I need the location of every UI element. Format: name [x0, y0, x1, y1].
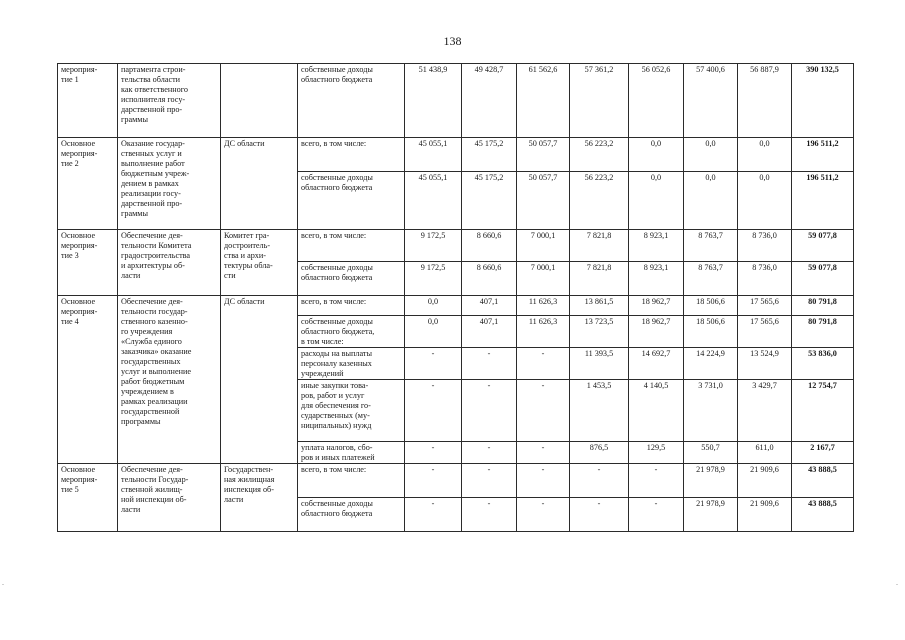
year-value-cell: 21 909,6 [738, 498, 792, 532]
description-cell: Обеспечение дея- тельности Государ- ственной жилищ- ной инспекции об- ласти [118, 464, 221, 532]
event-cell: Основное мероприя- тие 3 [58, 230, 118, 296]
year-value-cell: 0,0 [684, 138, 738, 172]
table-row [58, 296, 854, 316]
year-value-cell: 7 000,1 [517, 230, 570, 262]
year-value-cell: 45 055,1 [405, 138, 462, 172]
total-value-cell: 2 167,7 [792, 442, 854, 464]
year-value-cell: 11 626,3 [517, 316, 570, 348]
description-cell: Обеспечение дея- тельности государ- ственного казенно- го учреждения «Служба единого заказчика» оказание государственных услуг и выполнение работ бюджетным учреждением в рамках реализации государственной программы [118, 296, 221, 464]
total-value-cell: 80 791,8 [792, 316, 854, 348]
funding-source-cell: собственные доходы областного бюджета [298, 172, 405, 230]
year-value-cell: 0,0 [684, 172, 738, 230]
year-value-cell: 13 723,5 [570, 316, 629, 348]
total-value-cell: 43 888,5 [792, 498, 854, 532]
scan-edge-mark: . [896, 578, 898, 587]
executor-cell: ДС области [221, 138, 298, 230]
funding-source-cell: всего, в том числе: [298, 230, 405, 262]
total-value-cell: 196 511,2 [792, 172, 854, 230]
year-value-cell: 129,5 [629, 442, 684, 464]
year-value-cell: 611,0 [738, 442, 792, 464]
year-value-cell: 0,0 [629, 138, 684, 172]
page-number: 138 [443, 34, 462, 48]
executor-cell: Комитет гра- достроитель- ства и архи- тектуры обла- сти [221, 230, 298, 296]
executor-cell: ДС области [221, 296, 298, 464]
year-value-cell: - [517, 464, 570, 498]
year-value-cell: 3 731,0 [684, 380, 738, 442]
description-cell: Оказание государ- ственных услуг и выполнение работ бюджетным учреж- дением в рамках реализации госу- дарственной про- граммы [118, 138, 221, 230]
year-value-cell: 550,7 [684, 442, 738, 464]
year-value-cell: - [405, 348, 462, 380]
total-value-cell: 80 791,8 [792, 296, 854, 316]
year-value-cell: - [405, 380, 462, 442]
year-value-cell: 8 923,1 [629, 262, 684, 296]
year-value-cell: 407,1 [462, 316, 517, 348]
year-value-cell: 13 861,5 [570, 296, 629, 316]
year-value-cell: 8 923,1 [629, 230, 684, 262]
year-value-cell: - [629, 464, 684, 498]
year-value-cell: 11 626,3 [517, 296, 570, 316]
year-value-cell: 9 172,5 [405, 262, 462, 296]
year-value-cell: 17 565,6 [738, 296, 792, 316]
year-value-cell: 876,5 [570, 442, 629, 464]
year-value-cell: 0,0 [738, 138, 792, 172]
budget-table-body [58, 64, 854, 532]
year-value-cell: 11 393,5 [570, 348, 629, 380]
year-value-cell: 7 821,8 [570, 262, 629, 296]
year-value-cell: 57 361,2 [570, 64, 629, 138]
year-value-cell: - [629, 498, 684, 532]
funding-source-cell: расходы на выплаты персоналу казенных учреждений [298, 348, 405, 380]
year-value-cell: 14 692,7 [629, 348, 684, 380]
year-value-cell: 0,0 [629, 172, 684, 230]
executor-cell [221, 64, 298, 138]
year-value-cell: 18 506,6 [684, 296, 738, 316]
year-value-cell: 49 428,7 [462, 64, 517, 138]
year-value-cell: 0,0 [405, 296, 462, 316]
year-value-cell: 8 660,6 [462, 262, 517, 296]
year-value-cell: - [517, 498, 570, 532]
funding-source-cell: собственные доходы областного бюджета [298, 262, 405, 296]
year-value-cell: 0,0 [405, 316, 462, 348]
year-value-cell: 57 400,6 [684, 64, 738, 138]
year-value-cell: 7 000,1 [517, 262, 570, 296]
year-value-cell: 407,1 [462, 296, 517, 316]
year-value-cell: 13 524,9 [738, 348, 792, 380]
table-row [58, 230, 854, 262]
total-value-cell: 59 077,8 [792, 262, 854, 296]
year-value-cell: 17 565,6 [738, 316, 792, 348]
year-value-cell: - [405, 442, 462, 464]
table-row [58, 138, 854, 172]
budget-table [57, 63, 854, 532]
funding-source-cell: всего, в том числе: [298, 296, 405, 316]
event-cell: мероприя- тие 1 [58, 64, 118, 138]
year-value-cell: 56 223,2 [570, 138, 629, 172]
year-value-cell: 50 057,7 [517, 138, 570, 172]
year-value-cell: - [462, 442, 517, 464]
year-value-cell: 61 562,6 [517, 64, 570, 138]
year-value-cell: 45 175,2 [462, 172, 517, 230]
funding-source-cell: всего, в том числе: [298, 464, 405, 498]
year-value-cell: 21 978,9 [684, 464, 738, 498]
year-value-cell: - [517, 380, 570, 442]
year-value-cell: - [462, 380, 517, 442]
year-value-cell: - [570, 464, 629, 498]
year-value-cell: 4 140,5 [629, 380, 684, 442]
year-value-cell: - [405, 464, 462, 498]
funding-source-cell: уплата налогов, сбо- ров и иных платежей [298, 442, 405, 464]
year-value-cell: 56 887,9 [738, 64, 792, 138]
total-value-cell: 390 132,5 [792, 64, 854, 138]
total-value-cell: 12 754,7 [792, 380, 854, 442]
table-row [58, 64, 854, 138]
year-value-cell: 8 736,0 [738, 230, 792, 262]
year-value-cell: 8 763,7 [684, 262, 738, 296]
year-value-cell: - [462, 348, 517, 380]
total-value-cell: 43 888,5 [792, 464, 854, 498]
total-value-cell: 59 077,8 [792, 230, 854, 262]
funding-source-cell: всего, в том числе: [298, 138, 405, 172]
year-value-cell: 8 660,6 [462, 230, 517, 262]
funding-source-cell: иные закупки това- ров, работ и услуг для обеспечения го- сударственных (му- ниципальных) нужд [298, 380, 405, 442]
year-value-cell: - [462, 498, 517, 532]
funding-source-cell: собственные доходы областного бюджета, в том числе: [298, 316, 405, 348]
year-value-cell: - [517, 348, 570, 380]
event-cell: Основное мероприя- тие 4 [58, 296, 118, 464]
year-value-cell: 3 429,7 [738, 380, 792, 442]
year-value-cell: 8 736,0 [738, 262, 792, 296]
table-row [58, 464, 854, 498]
year-value-cell: 14 224,9 [684, 348, 738, 380]
executor-cell: Государствен- ная жилищная инспекция об- ласти [221, 464, 298, 532]
year-value-cell: 18 962,7 [629, 296, 684, 316]
year-value-cell: 45 055,1 [405, 172, 462, 230]
year-value-cell: - [570, 498, 629, 532]
event-cell: Основное мероприя- тие 5 [58, 464, 118, 532]
year-value-cell: 1 453,5 [570, 380, 629, 442]
funding-source-cell: собственные доходы областного бюджета [298, 64, 405, 138]
year-value-cell: 21 978,9 [684, 498, 738, 532]
year-value-cell: 8 763,7 [684, 230, 738, 262]
year-value-cell: 50 057,7 [517, 172, 570, 230]
total-value-cell: 196 511,2 [792, 138, 854, 172]
year-value-cell: 9 172,5 [405, 230, 462, 262]
total-value-cell: 53 836,0 [792, 348, 854, 380]
year-value-cell: 18 962,7 [629, 316, 684, 348]
year-value-cell: 56 052,6 [629, 64, 684, 138]
event-cell: Основное мероприя- тие 2 [58, 138, 118, 230]
description-cell: Обеспечение дея- тельности Комитета градостроительства и архитектуры об- ласти [118, 230, 221, 296]
year-value-cell: 18 506,6 [684, 316, 738, 348]
year-value-cell: 0,0 [738, 172, 792, 230]
year-value-cell: - [517, 442, 570, 464]
year-value-cell: - [462, 464, 517, 498]
funding-source-cell: собственные доходы областного бюджета [298, 498, 405, 532]
scan-edge-mark: . [2, 578, 4, 587]
year-value-cell: 45 175,2 [462, 138, 517, 172]
year-value-cell: 56 223,2 [570, 172, 629, 230]
year-value-cell: 7 821,8 [570, 230, 629, 262]
description-cell: партамента строи- тельства области как ответственного исполнителя госу- дарственной про- граммы [118, 64, 221, 138]
year-value-cell: - [405, 498, 462, 532]
year-value-cell: 51 438,9 [405, 64, 462, 138]
year-value-cell: 21 909,6 [738, 464, 792, 498]
